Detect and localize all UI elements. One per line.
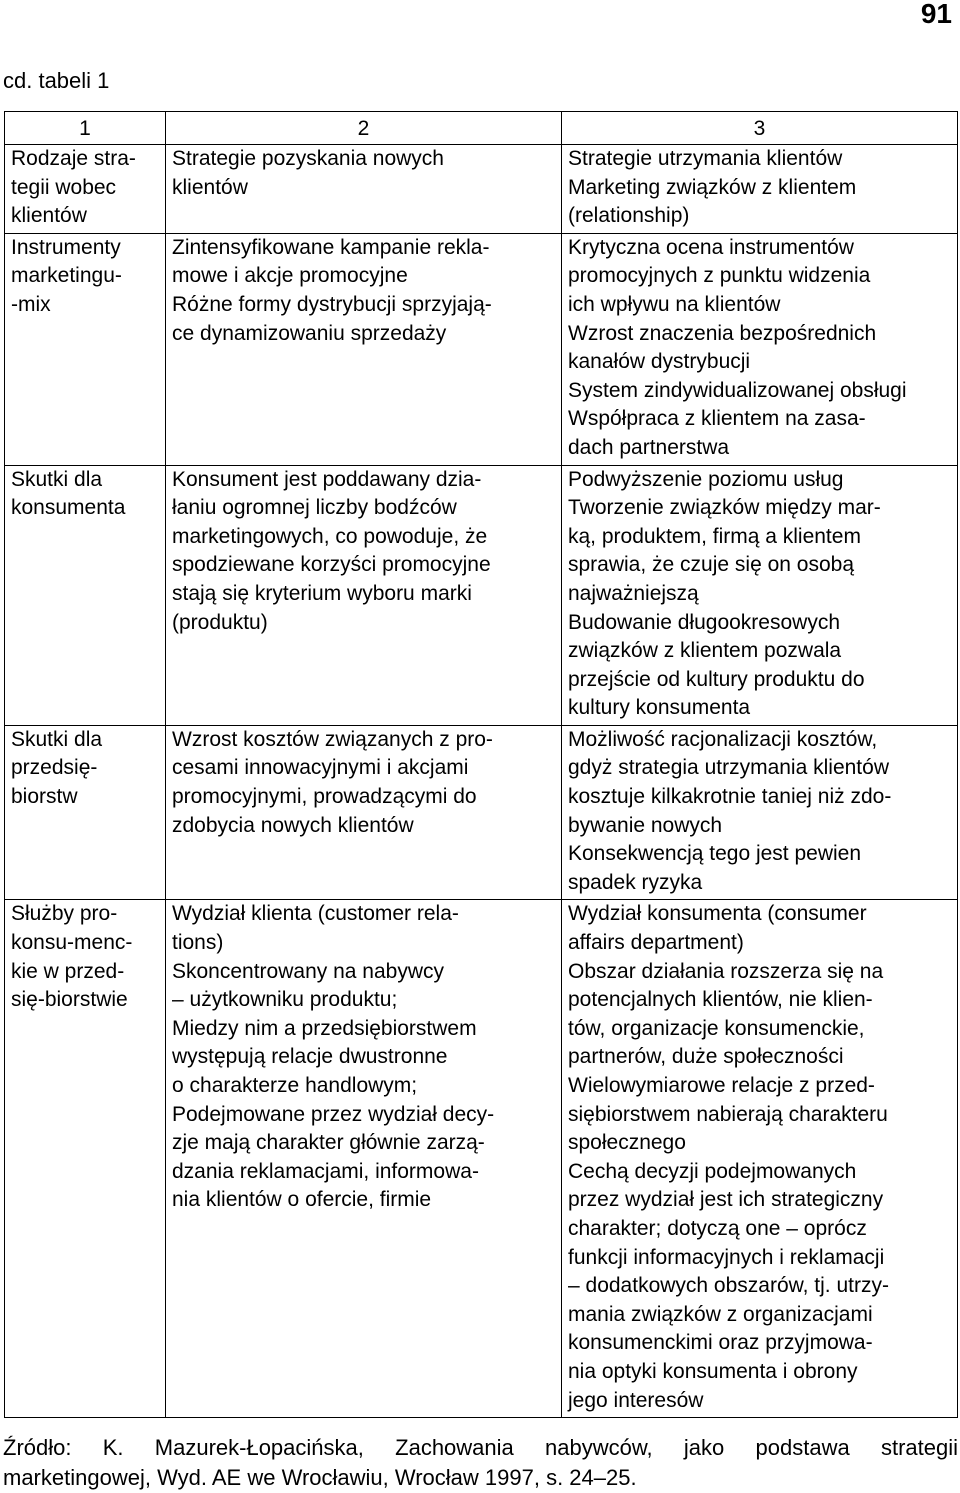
cell-text-line: Marketing związków z klientem: [568, 175, 857, 199]
cell-text-line: marketingowych, co powoduje, że: [172, 524, 488, 548]
cell-text-line: Współpraca z klientem na zasa-: [568, 407, 866, 431]
cell-text-line: partnerów, duże społeczności: [568, 1045, 844, 1069]
cell-text-line: biorstw: [11, 785, 78, 809]
cell-text-line: Miedzy nim a przedsiębiorstwem: [172, 1016, 477, 1040]
cell-text-line: występują relacje dwustronne: [172, 1045, 448, 1069]
cell-text-line: Instrumenty: [11, 235, 121, 259]
cell-text-line: przez wydział jest ich strategiczny: [568, 1188, 884, 1212]
cell-text-line: zdobycia nowych klientów: [172, 813, 414, 837]
cell-text-line: spadek ryzyka: [568, 870, 703, 894]
row-label-cell: [5, 465, 166, 725]
cell-text-line: Zintensyfikowane kampanie rekla-: [172, 235, 490, 259]
cell-text-line: (produktu): [172, 610, 268, 634]
cell-text-line: siębiorstwem nabierają charakteru: [568, 1102, 888, 1126]
row-label-cell: [5, 725, 166, 900]
cell-text-line: klientów: [11, 204, 87, 228]
source-line-2: marketingowej, Wyd. AE we Wrocławiu, Wrocław 1997, s. 24–25.: [3, 1465, 637, 1490]
retention-strategy-cell: [562, 145, 958, 234]
row-label-cell: [5, 145, 166, 234]
cell-text-line: nia optyki konsumenta i obrony: [568, 1359, 858, 1383]
cell-text-line: Podwyższenie poziomu usług: [568, 467, 844, 491]
cell-text-line: Cechą decyzji podejmowanych: [568, 1159, 857, 1183]
cell-text-line: -mix: [11, 292, 51, 316]
table-row: [5, 900, 958, 1418]
cell-text-line: gdyż strategia utrzymania klientów: [568, 756, 889, 780]
table-row: [5, 465, 958, 725]
cell-text-line: Obszar działania rozszerza się na: [568, 959, 884, 983]
cell-text-line: tions): [172, 931, 224, 955]
cell-text-line: spodziewane korzyści promocyjne: [172, 553, 491, 577]
cell-text-line: konsumenta: [11, 496, 126, 520]
cell-text-line: ich wpływu na klientów: [568, 292, 781, 316]
retention-strategy-cell: [562, 465, 958, 725]
cell-text-line: kosztuje kilkakrotnie taniej niż zdo-: [568, 785, 892, 809]
source-line-1: Źródło: K. Mazurek-Łopacińska, Zachowania nabywców, jako podstawa strategii: [3, 1435, 958, 1460]
row-label-cell: [5, 233, 166, 465]
cell-text-line: kie w przed-: [11, 959, 125, 983]
strategy-comparison-table: [4, 111, 958, 1418]
cell-text-line: – użytkowniku produktu;: [172, 988, 398, 1012]
cell-text-line: marketingu-: [11, 264, 122, 288]
cell-text-line: System zindywidualizowanej obsługi: [568, 378, 907, 402]
cell-text-line: tegii wobec: [11, 175, 117, 199]
column-header-3: 3: [562, 112, 958, 145]
cell-text-line: Możliwość racjonalizacji kosztów,: [568, 727, 878, 751]
cell-text-line: społecznego: [568, 1131, 686, 1155]
table-row: [5, 725, 958, 900]
cell-text-line: konsumenckimi oraz przyjmowa-: [568, 1331, 873, 1355]
column-header-1: 1: [5, 112, 166, 145]
cell-text-line: kanałów dystrybucji: [568, 350, 751, 374]
cell-text-line: się-biorstwie: [11, 988, 128, 1012]
cell-text-line: – dodatkowych obszarów, tj. utrzy-: [568, 1274, 889, 1298]
acquisition-strategy-cell: [166, 465, 562, 725]
retention-strategy-cell: [562, 233, 958, 465]
cell-text-line: Wydział konsumenta (consumer: [568, 902, 867, 926]
table-row: [5, 145, 958, 234]
cell-text-line: najważniejszą: [568, 581, 699, 605]
cell-text-line: o charakterze handlowym;: [172, 1074, 418, 1097]
column-header-2: 2: [166, 112, 562, 145]
table-row: [5, 233, 958, 465]
acquisition-strategy-cell: [166, 725, 562, 900]
cell-text-line: dach partnerstwa: [568, 435, 730, 459]
cell-text-line: nia klientów o ofercie, firmie: [172, 1188, 432, 1212]
cell-text-line: promocyjnymi, prowadzącymi do: [172, 785, 477, 809]
cell-text-line: mania związków z organizacjami: [568, 1302, 873, 1326]
cell-text-line: bywanie nowych: [568, 813, 723, 837]
page-number: 91: [920, 0, 952, 29]
retention-strategy-cell: [562, 900, 958, 1418]
acquisition-strategy-cell: [166, 145, 562, 234]
cell-text-line: promocyjnych z punktu widzenia: [568, 264, 871, 288]
cell-text-line: sprawia, że czuje się on osobą: [568, 553, 854, 577]
cell-text-line: cesami innowacyjnymi i akcjami: [172, 756, 469, 780]
cell-text-line: Różne formy dystrybucji sprzyjają-: [172, 292, 492, 316]
cell-text-line: Budowanie długookresowych: [568, 610, 841, 634]
cell-text-line: Wydział klienta (customer rela-: [172, 902, 459, 926]
table-continuation-label: cd. tabeli 1: [3, 68, 110, 93]
cell-text-line: klientów: [172, 175, 248, 199]
row-label-cell: [5, 900, 166, 1418]
cell-text-line: dzania reklamacjami, informowa-: [172, 1159, 479, 1183]
cell-text-line: ce dynamizowaniu sprzedaży: [172, 321, 447, 345]
cell-text-line: kultury konsumenta: [568, 696, 751, 720]
cell-text-line: Krytyczna ocena instrumentów: [568, 235, 854, 259]
cell-text-line: tów, organizacje konsumenckie,: [568, 1016, 865, 1040]
cell-text-line: związków z klientem pozwala: [568, 639, 842, 663]
cell-text-line: zje mają charakter głównie zarzą-: [172, 1131, 485, 1155]
retention-strategy-cell: [562, 725, 958, 900]
cell-text-line: Konsekwencją tego jest pewien: [568, 842, 862, 866]
cell-text-line: Podejmowane przez wydział decy-: [172, 1102, 495, 1126]
cell-text-line: Strategie utrzymania klientów: [568, 147, 843, 170]
cell-text-line: konsu-menc-: [11, 931, 133, 955]
cell-text-line: jego interesów: [568, 1388, 704, 1412]
cell-text-line: funkcji informacyjnych i reklamacji: [568, 1245, 885, 1269]
cell-text-line: Tworzenie związków między mar-: [568, 496, 881, 520]
acquisition-strategy-cell: [166, 233, 562, 465]
acquisition-strategy-cell: [166, 900, 562, 1418]
cell-text-line: Strategie pozyskania nowych: [172, 147, 444, 170]
cell-text-line: Skutki dla: [11, 727, 103, 751]
cell-text-line: przedsię-: [11, 756, 98, 780]
cell-text-line: przejście od kultury produktu do: [568, 667, 865, 691]
cell-text-line: Skoncentrowany na nabywcy: [172, 959, 444, 983]
cell-text-line: Służby pro-: [11, 902, 118, 926]
table-header-row: [5, 112, 958, 145]
table-body: [5, 145, 958, 1418]
cell-text-line: Wielowymiarowe relacje z przed-: [568, 1074, 875, 1097]
cell-text-line: mowe i akcje promocyjne: [172, 264, 408, 288]
source-citation: [3, 1433, 958, 1493]
cell-text-line: stają się kryterium wyboru marki: [172, 581, 472, 605]
cell-text-line: ką, produktem, firmą a klientem: [568, 524, 861, 548]
cell-text-line: Rodzaje stra-: [11, 147, 136, 170]
cell-text-line: charakter; dotyczą one – oprócz: [568, 1216, 867, 1240]
cell-text-line: łaniu ogromnej liczby bodźców: [172, 496, 457, 520]
cell-text-line: affairs department): [568, 931, 744, 955]
cell-text-line: potencjalnych klientów, nie klien-: [568, 988, 873, 1012]
cell-text-line: Skutki dla: [11, 467, 103, 491]
cell-text-line: Wzrost znaczenia bezpośrednich: [568, 321, 877, 345]
cell-text-line: Wzrost kosztów związanych z pro-: [172, 727, 493, 751]
cell-text-line: Konsument jest poddawany dzia-: [172, 467, 482, 491]
cell-text-line: (relationship): [568, 204, 690, 228]
